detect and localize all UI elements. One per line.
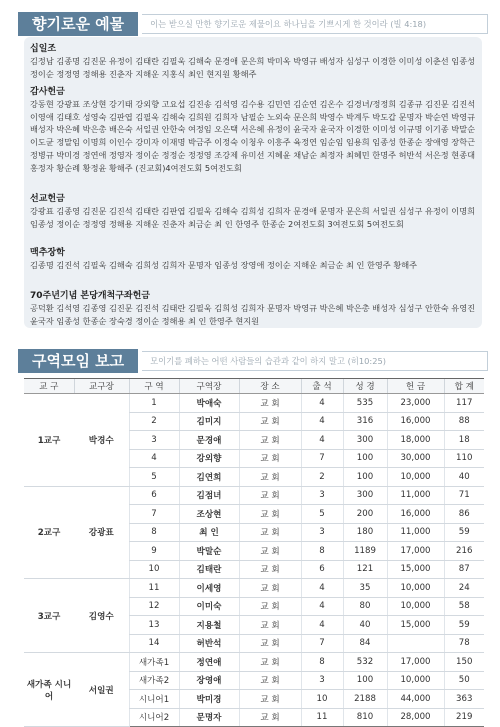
bible-reading: 100 <box>343 468 387 487</box>
attendance: 4 <box>301 394 343 413</box>
attendance: 10 <box>301 690 343 709</box>
bible-reading: 300 <box>343 431 387 450</box>
location: 교 회 <box>239 597 301 616</box>
bible-reading: 40 <box>343 616 387 635</box>
offering-header <box>18 12 488 36</box>
location: 교 회 <box>239 579 301 598</box>
location: 교 회 <box>239 616 301 635</box>
group-leader: 김점녀 <box>179 486 239 505</box>
table-row <box>24 579 484 598</box>
offering-amount: 10,000 <box>387 468 444 487</box>
bible-reading: 100 <box>343 671 387 690</box>
total: 18 <box>444 431 484 450</box>
group-number: 1 <box>129 394 179 413</box>
table-row <box>24 394 484 413</box>
group-number: 14 <box>129 634 179 653</box>
bible-reading: 2188 <box>343 690 387 709</box>
offering-section-scholarship <box>30 247 478 272</box>
bible-reading: 121 <box>343 560 387 579</box>
offering-panel <box>24 37 482 328</box>
district-name: 1교구 <box>24 394 74 487</box>
attendance: 3 <box>301 671 343 690</box>
offering-title: 향기로운 예물 <box>18 12 138 36</box>
total: 219 <box>444 708 484 727</box>
offering-verse: 이는 받으실 만한 향기로운 제물이요 하나님을 기쁘시게 한 것이라 (빌 4:18) <box>142 14 488 34</box>
group-number: 9 <box>129 542 179 561</box>
column-header: 구역장 <box>179 379 239 394</box>
total: 363 <box>444 690 484 709</box>
location: 교 회 <box>239 486 301 505</box>
attendance: 8 <box>301 542 343 561</box>
column-header: 헌 금 <box>387 379 444 394</box>
bible-reading: 810 <box>343 708 387 727</box>
group-number: 시니어1 <box>129 690 179 709</box>
offering-section-mission <box>30 193 478 230</box>
total: 88 <box>444 412 484 431</box>
group-leader: 김태란 <box>179 560 239 579</box>
group-leader: 문경애 <box>179 431 239 450</box>
district-report-table <box>24 378 484 727</box>
offering-amount: 10,000 <box>387 671 444 690</box>
group-leader: 박말순 <box>179 542 239 561</box>
attendance: 3 <box>301 486 343 505</box>
group-number: 5 <box>129 468 179 487</box>
offering-amount: 16,000 <box>387 505 444 524</box>
group-number: 3 <box>129 431 179 450</box>
attendance: 4 <box>301 616 343 635</box>
bible-reading: 200 <box>343 505 387 524</box>
group-leader: 이세영 <box>179 579 239 598</box>
location: 교 회 <box>239 468 301 487</box>
group-number: 새가족1 <box>129 653 179 672</box>
offering-amount: 28,000 <box>387 708 444 727</box>
attendance: 4 <box>301 412 343 431</box>
column-header: 구 역 <box>129 379 179 394</box>
total: 87 <box>444 560 484 579</box>
group-leader: 문명자 <box>179 708 239 727</box>
section-title: 십일조 <box>30 44 57 54</box>
attendance: 8 <box>301 653 343 672</box>
group-number: 시니어2 <box>129 708 179 727</box>
total: 40 <box>444 468 484 487</box>
group-number: 8 <box>129 523 179 542</box>
section-title: 70주년기념 본당개척구좌헌금 <box>30 291 150 301</box>
location: 교 회 <box>239 653 301 672</box>
group-leader: 박미경 <box>179 690 239 709</box>
attendance: 4 <box>301 431 343 450</box>
column-header: 교 구 <box>24 379 74 394</box>
attendance: 11 <box>301 708 343 727</box>
group-leader: 강외향 <box>179 449 239 468</box>
total: 24 <box>444 579 484 598</box>
report-title: 구역모임 보고 <box>18 349 138 373</box>
group-leader: 박애숙 <box>179 394 239 413</box>
group-leader: 김미지 <box>179 412 239 431</box>
column-header: 합 계 <box>444 379 484 394</box>
group-leader: 최 인 <box>179 523 239 542</box>
group-number: 7 <box>129 505 179 524</box>
report-header <box>18 349 488 373</box>
bible-reading: 300 <box>343 486 387 505</box>
group-leader: 김연희 <box>179 468 239 487</box>
offering-amount <box>387 634 444 653</box>
section-names: 공덕환 김석영 김종영 김진문 김진석 김태란 김필욱 김희성 김희자 문명자 박영규 박은혜 박은총 배성자 심성구 안한숙 유영진 윤국자 임종성 한종순 장숙경 정이순 정해용 최 인 한영주 현지원 <box>30 303 476 326</box>
group-leader: 지용철 <box>179 616 239 635</box>
location: 교 회 <box>239 690 301 709</box>
location: 교 회 <box>239 394 301 413</box>
group-number: 2 <box>129 412 179 431</box>
group-leader: 장영애 <box>179 671 239 690</box>
column-header: 장 소 <box>239 379 301 394</box>
location: 교 회 <box>239 449 301 468</box>
group-leader: 이미숙 <box>179 597 239 616</box>
attendance: 4 <box>301 579 343 598</box>
table-body <box>24 394 484 727</box>
total: 86 <box>444 505 484 524</box>
report-verse: 모이기를 폐하는 어떤 사람들의 습관과 같이 하지 말고 (히10:25) <box>142 351 488 371</box>
location: 교 회 <box>239 505 301 524</box>
offering-amount: 30,000 <box>387 449 444 468</box>
column-header: 출 석 <box>301 379 343 394</box>
group-number: 10 <box>129 560 179 579</box>
offering-amount: 17,000 <box>387 542 444 561</box>
location: 교 회 <box>239 560 301 579</box>
offering-section-tithe <box>30 43 478 80</box>
group-number: 6 <box>129 486 179 505</box>
offering-amount: 11,000 <box>387 486 444 505</box>
attendance: 3 <box>301 523 343 542</box>
total: 59 <box>444 523 484 542</box>
group-number: 4 <box>129 449 179 468</box>
bible-reading: 180 <box>343 523 387 542</box>
district-name: 3교구 <box>24 579 74 653</box>
bible-reading: 532 <box>343 653 387 672</box>
table-header-row <box>24 379 484 394</box>
total: 216 <box>444 542 484 561</box>
location: 교 회 <box>239 523 301 542</box>
table-row <box>24 486 484 505</box>
offering-amount: 18,000 <box>387 431 444 450</box>
bible-reading: 80 <box>343 597 387 616</box>
district-name: 2교구 <box>24 486 74 579</box>
district-leader: 서일권 <box>74 653 129 727</box>
attendance: 6 <box>301 560 343 579</box>
column-header: 성 경 <box>343 379 387 394</box>
attendance: 7 <box>301 449 343 468</box>
offering-section-thanks <box>30 86 478 174</box>
table-row <box>24 653 484 672</box>
total: 50 <box>444 671 484 690</box>
location: 교 회 <box>239 431 301 450</box>
district-leader: 박경수 <box>74 394 129 487</box>
offering-amount: 23,000 <box>387 394 444 413</box>
group-leader: 정연애 <box>179 653 239 672</box>
group-leader: 허반석 <box>179 634 239 653</box>
group-number: 13 <box>129 616 179 635</box>
offering-amount: 16,000 <box>387 412 444 431</box>
offering-amount: 10,000 <box>387 579 444 598</box>
section-names: 김정남 김종명 김진문 유정이 김태란 김필욱 김해숙 문경애 문은희 박미옥 박영규 배성자 심성구 이경한 이미성 이춘선 임종성 정이순 정정영 정해용 진춘자 지해운 지홍식 최인 현지원 황해주 <box>30 56 476 79</box>
attendance: 5 <box>301 505 343 524</box>
total: 58 <box>444 597 484 616</box>
column-header: 교구장 <box>74 379 129 394</box>
bible-reading: 535 <box>343 394 387 413</box>
offering-amount: 11,000 <box>387 523 444 542</box>
attendance: 2 <box>301 468 343 487</box>
district-name: 새가족 시니어 <box>24 653 74 727</box>
section-names: 강광표 김종영 김진문 김진석 김태란 김판엽 김필욱 김해숙 김희성 김희자 문경애 문명자 문은희 서일권 심성구 유정이 이명희 임종성 정이순 정정영 정해용 지해운 진춘자 최금순 최 인 한영주 한종순 2여전도회 3여전도회 5여전도회 <box>30 206 476 229</box>
group-leader: 조상현 <box>179 505 239 524</box>
total: 78 <box>444 634 484 653</box>
bible-reading: 100 <box>343 449 387 468</box>
district-leader: 김영수 <box>74 579 129 653</box>
section-title: 선교헌금 <box>30 194 65 204</box>
location: 교 회 <box>239 542 301 561</box>
attendance: 7 <box>301 634 343 653</box>
offering-amount: 15,000 <box>387 560 444 579</box>
location: 교 회 <box>239 671 301 690</box>
group-number: 새가족2 <box>129 671 179 690</box>
attendance: 4 <box>301 597 343 616</box>
section-title: 감사헌금 <box>30 87 65 97</box>
offering-amount: 15,000 <box>387 616 444 635</box>
bible-reading: 316 <box>343 412 387 431</box>
offering-amount: 10,000 <box>387 597 444 616</box>
total: 117 <box>444 394 484 413</box>
bible-reading: 35 <box>343 579 387 598</box>
group-number: 12 <box>129 597 179 616</box>
group-number: 11 <box>129 579 179 598</box>
offering-amount: 17,000 <box>387 653 444 672</box>
total: 150 <box>444 653 484 672</box>
offering-amount: 44,000 <box>387 690 444 709</box>
offering-section-anniversary <box>30 290 478 327</box>
total: 59 <box>444 616 484 635</box>
section-names: 김종명 김진석 김필욱 김해숙 김희성 김희자 문명자 임종성 장영애 정이순 지해운 최금순 최 인 한영주 황해주 <box>30 260 418 270</box>
total: 71 <box>444 486 484 505</box>
section-title: 맥추장학 <box>30 248 65 258</box>
total: 110 <box>444 449 484 468</box>
location: 교 회 <box>239 412 301 431</box>
bible-reading: 84 <box>343 634 387 653</box>
bible-reading: 1189 <box>343 542 387 561</box>
section-names: 강동현 강광표 조상현 강기태 강외향 고요섭 김진송 김석영 김수용 김민연 김순연 김온수 김경녀/정정희 김종규 김진문 김진석 이영애 김태호 성영숙 김판엽 김필욱 김해숙 김희원 김희자 남필순 노외숙 문은희 박영수 박계두 박도갑 문명자 박순연 박영규 배성자 박은혜 박은총 배은숙 서일권 안한숙 여정임 오은택 서은혜 유정이 윤국자 윤국자 이경한 이미성 이규명 이기종 박말순 이도균 정말임 이명희 이인수 강미자 이재명 박금주 이정숙 이청우 이흥주 육정연 임순임 임용희 임종성 한종순 장애영 장학근 정병규 박미경 정연애 정영자 정이순 정정순 정정영 조강제 유미선 지혜윤 채남순 최정자 최혜민 한명주 허반석 서은정 현종대 홍정자 황순례 황정윤 황해주 (진교회)4여전도회 5여전도회 <box>30 99 476 173</box>
district-leader: 강광표 <box>74 486 129 579</box>
location: 교 회 <box>239 634 301 653</box>
location: 교 회 <box>239 708 301 727</box>
